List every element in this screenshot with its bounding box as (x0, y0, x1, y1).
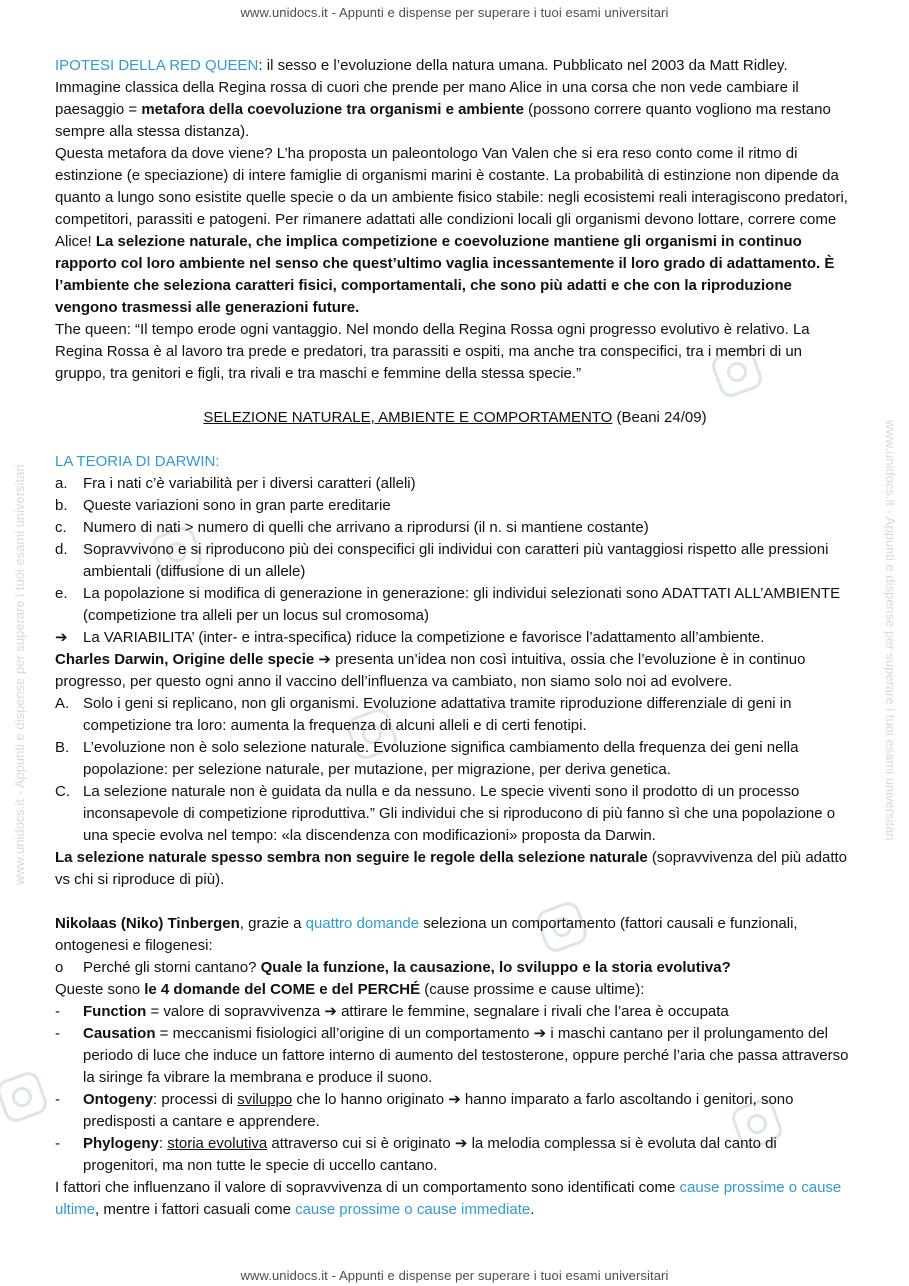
darwin-list-item (55, 517, 855, 539)
darwin-list-2-text: L’evoluzione non è solo selezione naturale. Evoluzione significa cambiamento della frequenza dei geni nella popolazione: per selezione naturale, per mutazione, per migrazione, per deriva genetica. (83, 739, 799, 778)
red-queen-line-1: IPOTESI DELLA RED QUEEN: il sesso e l’evoluzione della natura umana. Pubblicato nel 2003 da Matt Ridley. (55, 57, 788, 74)
bottom-banner: www.unidocs.it - Appunti e dispense per superare i tuoi esami universitari (240, 1268, 669, 1283)
darwin-closing: La selezione naturale spesso sembra non seguire le regole della selezione naturale (sopravvivenza del più adatto vs chi si riproduce di più). (55, 849, 848, 888)
phylogeny-item: - Phylogeny: storia evolutiva attraverso cui si è originato ➔ la melodia complessa si è evoluta dal canto di progenitori, ma non tutte le specie di uccello cantano. (55, 1135, 777, 1174)
darwin-list-item (55, 583, 855, 627)
red-queen-line-4: sempre alla stessa distanza). (55, 123, 250, 140)
document-body (55, 55, 855, 1221)
darwin-list-marker: c. (55, 519, 67, 536)
causation-item: - Causation = meccanismi fisiologici all’origine di un comportamento ➔ i maschi cantano per il prolungamento del periodo di luce che induce un fattore interno di aumento del testosterone, oppure perché l’aria che passa attraverso la siringe fa vibrare la membrana e produce il suono. (55, 1025, 849, 1086)
darwin-list-marker: ➔ (55, 629, 68, 646)
darwin-list-text: Fra i nati c’è variabilità per i diversi caratteri (alleli) (83, 475, 416, 492)
darwin-list-text: Numero di nati > numero di quelli che arrivano a riprodursi (il n. si mantiene costante) (83, 519, 649, 536)
darwin-list-item (55, 495, 855, 517)
function-item: - Function = valore di sopravvivenza ➔ attirare le femmine, segnalare i rivali che l’area è occupata (55, 1003, 729, 1020)
darwin-list-text: La VARIABILITA’ (inter- e intra-specifica) riduce la competizione e favorisce l’adattamento all’ambiente. (83, 629, 765, 646)
darwin-list-text: Queste variazioni sono in gran parte ereditarie (83, 497, 391, 514)
darwin-list-2-marker: A. (55, 695, 70, 712)
darwin-list-item (55, 539, 855, 583)
darwin-list-marker: d. (55, 541, 68, 558)
darwin-list-marker: e. (55, 585, 68, 602)
darwin-list-2-text: La selezione naturale non è guidata da nulla e da nessuno. Le specie viventi sono il prodotto di un processo inconsapevole di competizione riproduttiva.” Gli individui che si riproducono di più fanno sì che una popolazione o una specie evolva nel tempo: «la discendenza con modificazioni» proposta da Darwin. (83, 783, 836, 844)
darwin-list-text: La popolazione si modifica di generazione in generazione: gli individui selezionati sono ADATTATI ALL’AMBIENTE (competizione tra alleli per un locus sul cromosoma) (83, 585, 841, 624)
darwin-heading: LA TEORIA DI DARWIN: (55, 453, 220, 470)
darwin-list-2 (55, 693, 855, 847)
red-queen-heading: IPOTESI DELLA RED QUEEN (55, 57, 259, 74)
darwin-list-2-item (55, 693, 855, 737)
side-watermark-right: www.unidocs.it - Appunti e dispense per superare i tuoi esami universitari (883, 420, 898, 841)
darwin-list-2-marker: B. (55, 739, 70, 756)
four-questions-line: Queste sono le 4 domande del COME e del PERCHÉ (cause prossime e cause ultime): (55, 981, 645, 998)
tinbergen-question-item: o Perché gli storni cantano? Quale la funzione, la causazione, lo sviluppo e la storia evolutiva? (55, 959, 731, 976)
side-watermark-left: www.unidocs.it - Appunti e dispense per superare i tuoi esami universitari (12, 464, 27, 885)
darwin-list-item (55, 627, 855, 649)
darwin-list-2-marker: C. (55, 783, 70, 800)
ontogeny-item: - Ontogeny: processi di sviluppo che lo hanno originato ➔ hanno imparato a farlo ascoltando i genitori, sono predisposti a cantare e apprendere. (55, 1091, 794, 1130)
watermark-logo-icon (0, 1069, 50, 1125)
top-banner: www.unidocs.it - Appunti e dispense per superare i tuoi esami universitari (240, 5, 669, 20)
darwin-list-text: Sopravvivono e si riproducono più dei conspecifici gli individui con caratteri più vantaggiosi rispetto alle pressioni ambientali (diffusione di un allele) (83, 541, 829, 580)
red-queen-line-2: Immagine classica della Regina rossa di cuori che prende per mano Alice in una corsa che non vede cambiare il (55, 79, 799, 96)
final-paragraph: I fattori che influenzano il valore di sopravvivenza di un comportamento sono identificati come cause prossime o cause ultime, mentre i fattori casuali come cause prossime o cause immediate. (55, 1179, 842, 1218)
darwin-list-marker: a. (55, 475, 68, 492)
darwin-list-2-item (55, 781, 855, 847)
red-queen-quote: The queen: “Il tempo erode ogni vantaggio. Nel mondo della Regina Rossa ogni progresso evolutivo è relativo. La Regina Rossa è al lavoro tra prede e predatori, tra parassiti e ospiti, ma anche tra conspecifici, tra i membri di un gruppo, tra genitori e figli, tra rivali e tra maschi e femmine della stessa specie.” (55, 321, 810, 382)
darwin-list-2-text: Solo i geni si replicano, non gli organismi. Evoluzione adattativa tramite riproduzione differenziale di geni in competizione tra loro: aumenta la frequenza di alcuni alleli e di certi fenotipi. (83, 695, 792, 734)
red-queen-line-3: paesaggio = metafora della coevoluzione tra organismi e ambiente (possono correre quanto vogliono ma restano (55, 101, 831, 118)
red-queen-paragraph-2: Questa metafora da dove viene? L’ha proposta un paleontologo Van Valen che si era reso conto come il ritmo di estinzione (e speciazione) di intere famiglie di organismi marini è costante. La probabilità di estinzione non dipende da quanto a lungo sono esistite quelle specie o da un ambiente fisico stabile: negli ecosistemi reali interagiscono predatori, competitori, parassiti e patogeni. Per rimanere adattati alle condizioni locali gli organismi devono lottare, correre come Alice! La selezione naturale, che implica competizione e coevoluzione mantiene gli organismi in continuo rapporto col loro ambiente nel senso che quest’ultimo vaglia incessantemente il loro grado di adattamento. È l’ambiente che seleziona caratteri fisici, comportamentali, che sono più adatti e che con la riproduzione vengono trasmessi alle generazioni future. (55, 145, 848, 316)
darwin-origin-paragraph: Charles Darwin, Origine delle specie ➔ presenta un’idea non così intuitiva, ossia che l’evoluzione è in continuo progresso, per questo ogni anno il vaccino dell’influenza va cambiato, non siamo solo noi ad evolvere. (55, 651, 806, 690)
darwin-list (55, 473, 855, 649)
darwin-list-item (55, 473, 855, 495)
section-title: SELEZIONE NATURALE, AMBIENTE E COMPORTAMENTO (Beani 24/09) (203, 409, 707, 426)
tinbergen-intro: Nikolaas (Niko) Tinbergen, grazie a quattro domande seleziona un comportamento (fattori causali e funzionali, ontogenesi e filogenesi: (55, 915, 798, 954)
darwin-list-2-item (55, 737, 855, 781)
darwin-list-marker: b. (55, 497, 68, 514)
